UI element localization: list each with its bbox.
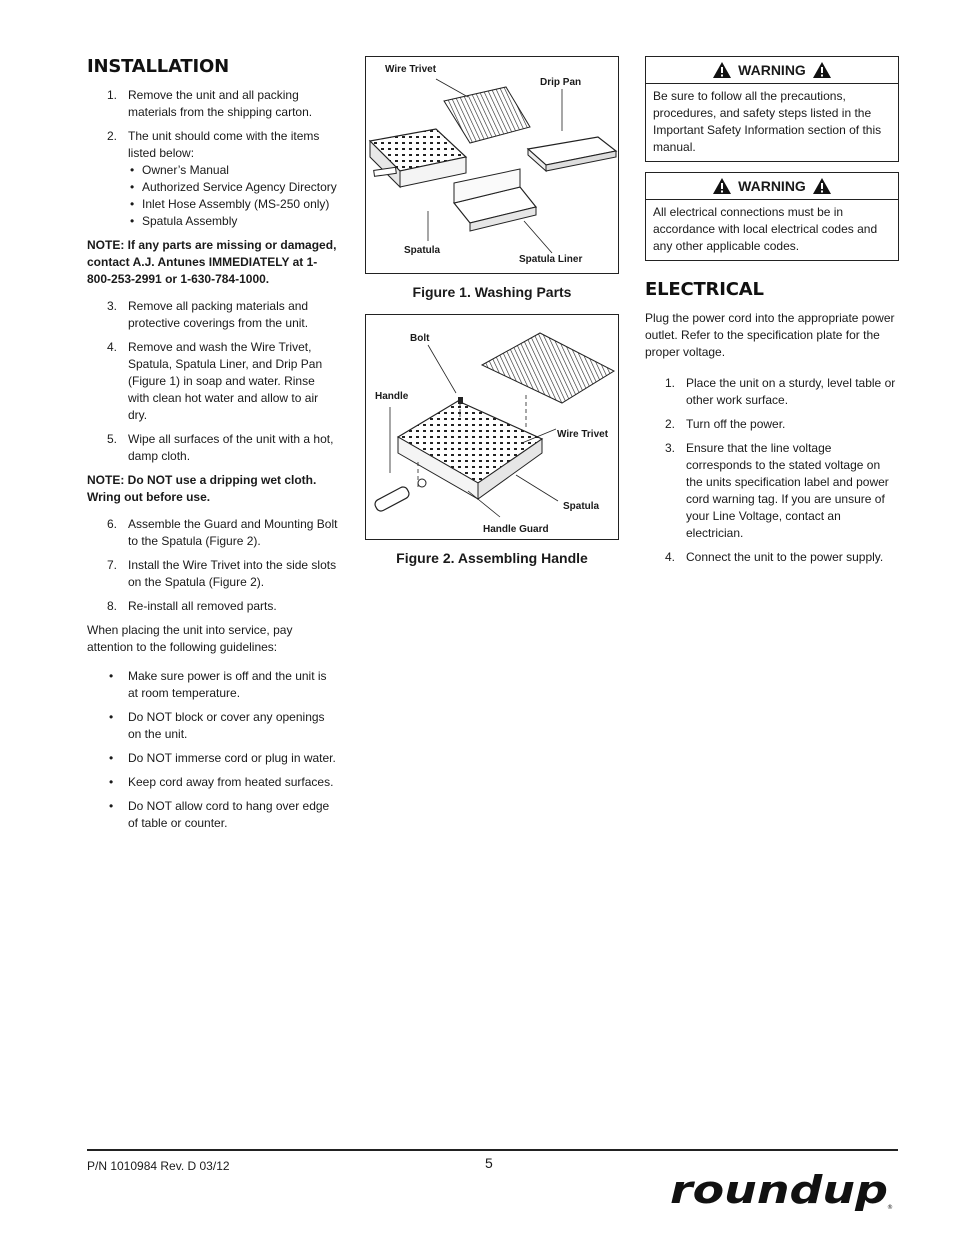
handle-guard-shape	[418, 479, 426, 487]
figure-1-caption: Figure 1. Washing Parts	[412, 284, 572, 300]
figure-1-washing-parts	[365, 56, 619, 274]
step-text: Assemble the Guard and Mounting Bolt to the Spatula (Figure 2).	[128, 517, 338, 548]
step-1	[87, 87, 339, 121]
step-number: 1.	[665, 376, 676, 390]
step-number: 2.	[107, 129, 118, 143]
warning-title: WARNING	[738, 62, 806, 78]
step-text: Remove all packing materials and protective coverings from the unit.	[128, 299, 309, 330]
installation-steps-b	[87, 298, 339, 465]
list-item: • Inlet Hose Assembly (MS-250 only)	[128, 196, 339, 213]
step-2	[87, 128, 339, 230]
service-guidelines	[87, 668, 339, 832]
step-text: Connect the unit to the power supply.	[686, 550, 884, 564]
list-item: • Do NOT immerse cord or plug in water.	[87, 750, 339, 767]
label-wire-trivet: Wire Trivet	[557, 429, 609, 440]
step-3	[645, 440, 899, 542]
step-6	[87, 516, 339, 550]
wet-cloth-note: NOTE: Do NOT use a dripping wet cloth. Wring out before use.	[87, 473, 317, 504]
spatula-shape	[398, 401, 542, 483]
electrical-steps	[645, 375, 899, 566]
step-text: Place the unit on a sturdy, level table or other work surface.	[686, 376, 896, 407]
page-footer	[87, 1149, 898, 1211]
included-items-list	[128, 162, 339, 230]
step-4	[87, 339, 339, 424]
step-8	[87, 598, 339, 615]
step-text: Ensure that the line voltage corresponds to the stated voltage on the units specification label and power cord warning tag. If you are unsure of your Line Voltage, contact an electrician.	[686, 441, 889, 540]
step-number: 4.	[107, 340, 118, 354]
missing-parts-note: NOTE: If any parts are missing or damaged, contact A.J. Antunes IMMEDIATELY at 1-800-253-2991 or 1-630-784-1000.	[87, 238, 337, 286]
step-4	[645, 549, 899, 566]
list-item: • Do NOT block or cover any openings on the unit.	[87, 709, 339, 743]
electrical-intro: Plug the power cord into the appropriate power outlet. Refer to the specification plate for the proper voltage.	[645, 311, 895, 359]
installation-steps-a	[87, 87, 339, 230]
step-1	[645, 375, 899, 409]
warning-box-electrical	[645, 172, 899, 261]
list-item: • Do NOT allow cord to hang over edge of table or counter.	[87, 798, 339, 832]
step-number: 5.	[107, 432, 118, 446]
step-text: Install the Wire Trivet into the side slots on the Spatula (Figure 2).	[128, 558, 337, 589]
warning-box-safety	[645, 56, 899, 162]
wire-trivet-shape	[482, 333, 614, 403]
electrical-section	[645, 56, 899, 573]
figure-2-caption: Figure 2. Assembling Handle	[396, 550, 588, 566]
figures-column	[365, 56, 619, 580]
label-handle: Handle	[375, 391, 409, 402]
svg-text:®: ®	[887, 1204, 893, 1211]
label-bolt: Bolt	[410, 333, 430, 344]
step-text: Remove and wash the Wire Trivet, Spatula, Spatula Liner, and Drip Pan (Figure 1) in soap and water. Rinse with clean hot water and allow to air dry.	[128, 340, 323, 422]
list-item: • Keep cord away from heated surfaces.	[87, 774, 339, 791]
warning-header	[646, 173, 898, 200]
installation-section	[87, 56, 339, 839]
step-number: 1.	[107, 88, 118, 102]
step-5	[87, 431, 339, 465]
list-item: • Make sure power is off and the unit is at room temperature.	[87, 668, 339, 702]
label-spatula-liner: Spatula Liner	[519, 254, 583, 265]
step-number: 2.	[665, 417, 676, 431]
step-3	[87, 298, 339, 332]
step-number: 3.	[107, 299, 118, 313]
electrical-heading: ELECTRICAL	[645, 279, 764, 300]
warning-triangle-icon	[812, 177, 832, 195]
service-intro: When placing the unit into service, pay attention to the following guidelines:	[87, 623, 293, 654]
step-number: 6.	[107, 517, 118, 531]
figure-2-assembling-handle	[365, 314, 619, 540]
warning-triangle-icon	[712, 177, 732, 195]
label-drip-pan: Drip Pan	[540, 77, 582, 88]
step-number: 3.	[665, 441, 676, 455]
step-text: The unit should come with the items listed below:	[128, 129, 320, 160]
bolt-shape	[458, 397, 463, 404]
warning-header	[646, 57, 898, 84]
wire-trivet-shape	[444, 87, 530, 143]
warning-text: Be sure to follow all the precautions, procedures, and safety steps listed in the Important Safety Information section of this manual.	[653, 89, 882, 154]
list-item: • Spatula Assembly	[128, 213, 339, 230]
step-text: Re-install all removed parts.	[128, 599, 277, 613]
step-2	[645, 416, 899, 433]
roundup-logo	[668, 1169, 898, 1211]
label-handle-guard: Handle Guard	[483, 524, 549, 535]
installation-heading: INSTALLATION	[87, 56, 229, 77]
step-text: Turn off the power.	[686, 417, 786, 431]
list-item: • Authorized Service Agency Directory	[128, 179, 339, 196]
part-number: P/N 1010984 Rev. D 03/12	[87, 1159, 230, 1173]
step-7	[87, 557, 339, 591]
installation-steps-c	[87, 516, 339, 615]
handle-shape	[373, 485, 410, 512]
step-text: Wipe all surfaces of the unit with a hot, damp cloth.	[128, 432, 334, 463]
step-number: 8.	[107, 599, 118, 613]
warning-triangle-icon	[812, 61, 832, 79]
warning-triangle-icon	[712, 61, 732, 79]
warning-text: All electrical connections must be in accordance with local electrical codes and any other applicable codes.	[653, 205, 878, 253]
washing-parts-illustration	[366, 57, 618, 273]
page-number: 5	[485, 1155, 493, 1171]
step-number: 4.	[665, 550, 676, 564]
label-wire-trivet: Wire Trivet	[385, 64, 437, 75]
label-spatula: Spatula	[404, 245, 441, 256]
label-spatula: Spatula	[563, 501, 600, 512]
step-number: 7.	[107, 558, 118, 572]
step-text: Remove the unit and all packing materials from the shipping carton.	[128, 88, 313, 119]
list-item: • Owner’s Manual	[128, 162, 339, 179]
warning-title: WARNING	[738, 178, 806, 194]
logo-wordmark: roundup	[670, 1169, 888, 1211]
